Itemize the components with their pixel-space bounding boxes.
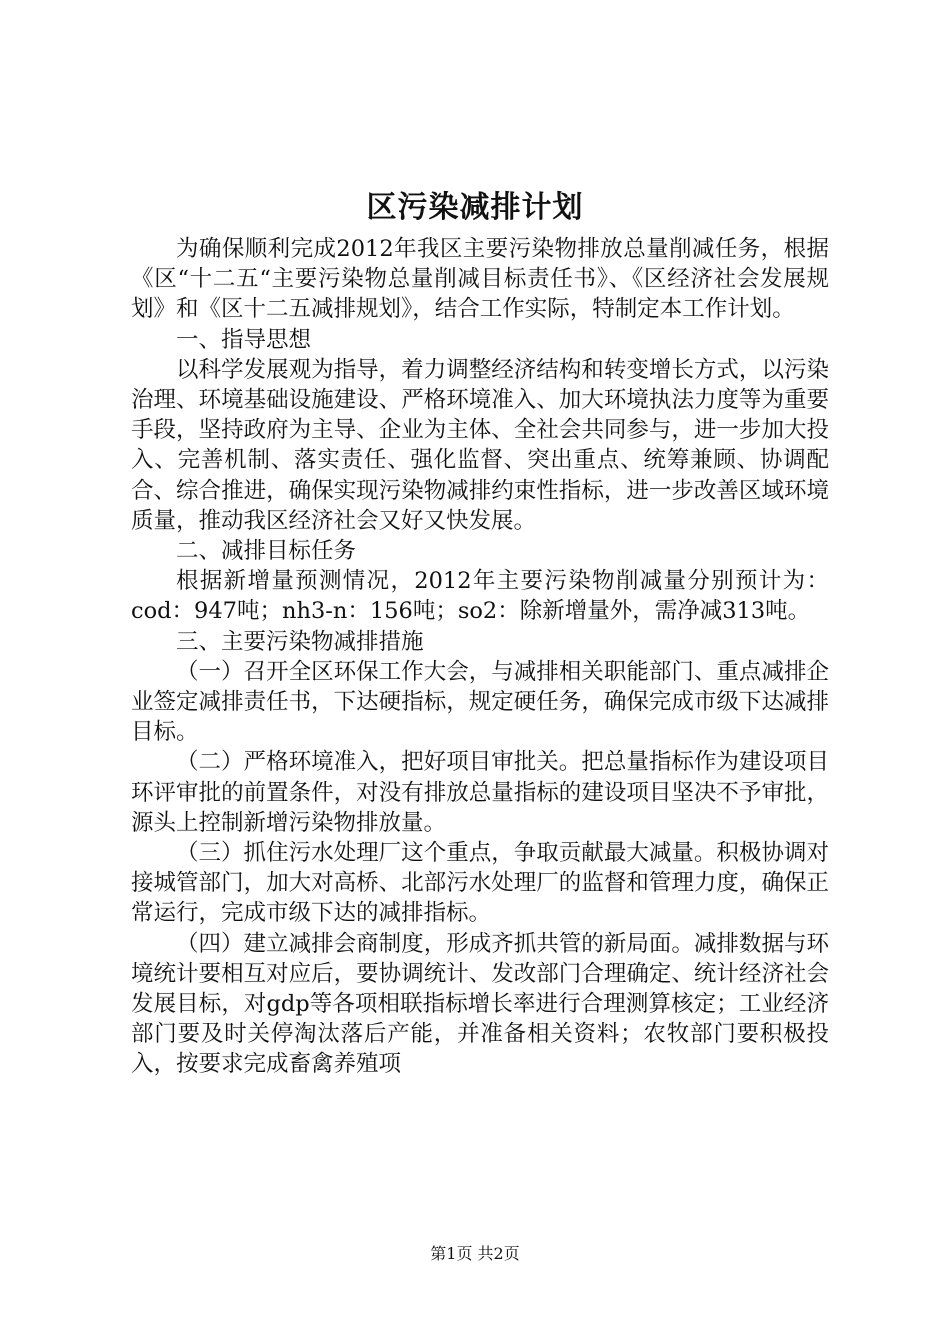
paragraph-intro: 为确保顺利完成2012年我区主要污染物排放总量削减任务，根据《区“十二五“主要污染物总量削减目标责任书》、《区经济社会发展规划》和《区十二五减排规划》，结合工作实际，特制定本工作计划。 <box>131 236 829 323</box>
paragraph-measure-1: （一）召开全区环保工作大会，与减排相关职能部门、重点减排企业签定减排责任书，下达硬指标，规定硬任务，确保完成市级下达减排目标。 <box>131 658 829 746</box>
section-heading-guiding-ideology: 一、指导思想 <box>176 326 312 353</box>
section-heading-measures: 三、主要污染物减排措施 <box>176 628 424 655</box>
paragraph-measure-3: （三）抓住污水处理厂这个重点，争取贡献最大减量。积极协调对接城管部门，加大对高桥、北部污水处理厂的监督和管理力度，确保正常运行，完成市级下达的减排指标。 <box>131 840 829 927</box>
paragraph-measure-4: （四）建立减排会商制度，形成齐抓共管的新局面。减排数据与环境统计要相互对应后，要协调统计、发改部门合理确定、统计经济社会发展目标，对gdp等各项相联指标增长率进行合理测算核定；工业经济部门要及时关停淘汰落后产能，并准备相关资料；农牧部门要积极投入，按要求完成畜禽养殖项 <box>131 930 829 1078</box>
paragraph-guiding-ideology: 以科学发展观为指导，着力调整经济结构和转变增长方式，以污染治理、环境基础设施建设、严格环境准入、加大环境执法力度等为重要手段，坚持政府为主导、企业为主体、全社会共同参与，进一步加大投入、完善机制、落实责任、强化监督、突出重点、统筹兼顾、协调配合、综合推进，确保实现污染物减排约束性指标，进一步改善区域环境质量，推动我区经济社会又好又快发展。 <box>131 356 829 534</box>
section-heading-targets: 二、减排目标任务 <box>176 538 357 565</box>
paragraph-targets: 根据新增量预测情况，2012年主要污染物削减量分别预计为：cod：947吨；nh3-n：156吨；so2：除新增量外，需净减313吨。 <box>131 568 829 625</box>
paragraph-measure-2: （二）严格环境准入，把好项目审批关。把总量指标作为建设项目环评审批的前置条件，对没有排放总量指标的建设项目坚决不予审批，源头上控制新增污染物排放量。 <box>131 749 829 836</box>
page-footer: 第1页 共2页 <box>430 1244 520 1263</box>
document-body <box>131 234 829 1080</box>
document-title: 区污染减排计划 <box>366 190 584 225</box>
